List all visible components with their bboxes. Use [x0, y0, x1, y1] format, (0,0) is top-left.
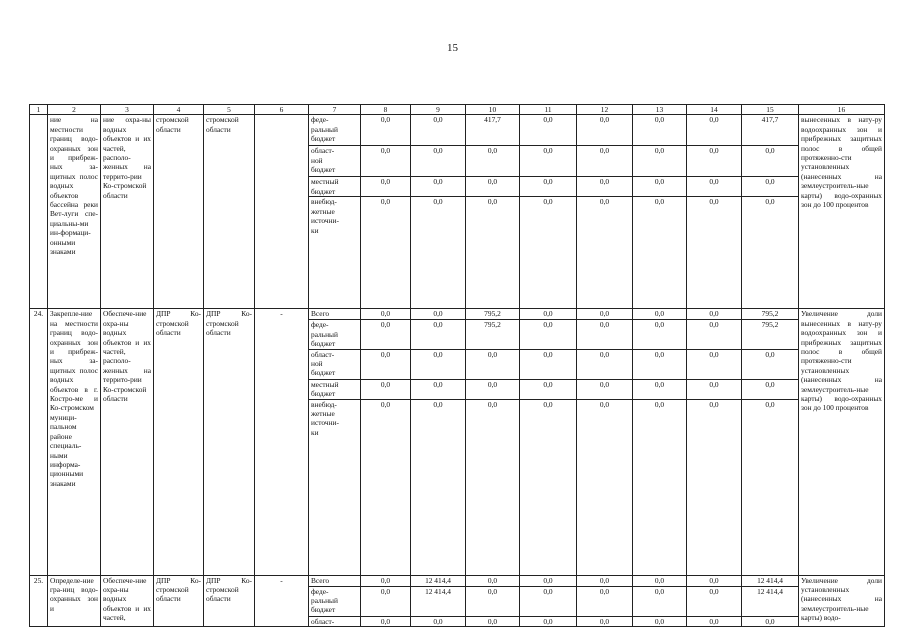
expected-result: вынесенных в нату-ру водоохранных зон и прибрежных защитных полос в общей протяженно-сти установленных (нанесенных на землеустроитель-ные карты) водо-охранных зон до 100 процентов	[799, 115, 885, 309]
funding-value: 0,0	[520, 320, 577, 349]
funding-value: 0,0	[687, 115, 742, 146]
funding-value: 0,0	[520, 349, 577, 379]
row-number: 24.	[30, 309, 48, 575]
funding-value: 0,0	[361, 399, 411, 575]
funding-value: 0,0	[577, 399, 633, 575]
column-number-14: 14	[687, 105, 742, 115]
funding-value: 0,0	[361, 197, 411, 309]
funding-value: 0,0	[361, 349, 411, 379]
funding-value: 0,0	[577, 115, 633, 146]
funding-value: 795,2	[742, 320, 799, 349]
funding-source-label: феде- ральный бюджет	[309, 320, 361, 349]
funding-value: 0,0	[577, 616, 633, 626]
funding-value: 0,0	[742, 146, 799, 177]
funding-value: 0,0	[411, 399, 466, 575]
funding-value: 0,0	[361, 616, 411, 626]
funding-value: 0,0	[687, 399, 742, 575]
funding-value: 0,0	[411, 320, 466, 349]
funding-value: 795,2	[466, 320, 520, 349]
column-number-7: 7	[309, 105, 361, 115]
funding-value: 0,0	[520, 115, 577, 146]
funding-source-label: област-	[309, 616, 361, 626]
row-number	[30, 115, 48, 309]
funding-value: 0,0	[520, 575, 577, 586]
table-row	[30, 309, 885, 320]
funding-value: 0,0	[411, 616, 466, 626]
funding-value: 0,0	[687, 586, 742, 616]
column-number-6: 6	[255, 105, 309, 115]
funding-value: 0,0	[520, 197, 577, 309]
measure-goal: Обеспече-ние охра-ны водных объектов и их частей, располо-женных на террито-рии Ко-стромской области	[101, 309, 154, 575]
funding-value: 0,0	[466, 146, 520, 177]
funding-value: 0,0	[633, 399, 687, 575]
funding-source-label: феде- ральный бюджет	[309, 115, 361, 146]
program-table	[29, 104, 885, 627]
funding-value: 0,0	[520, 379, 577, 399]
funding-value: 12 414,4	[411, 575, 466, 586]
funding-value: 0,0	[577, 309, 633, 320]
column-number-5: 5	[204, 105, 255, 115]
funding-value: 0,0	[687, 379, 742, 399]
funding-source-label: местный бюджет	[309, 379, 361, 399]
funding-value: 0,0	[411, 177, 466, 197]
funding-value: 0,0	[411, 379, 466, 399]
column-number-10: 10	[466, 105, 520, 115]
funding-value: 0,0	[577, 177, 633, 197]
funding-value: 0,0	[466, 349, 520, 379]
funding-value: 0,0	[687, 177, 742, 197]
funding-source-label: местный бюджет	[309, 177, 361, 197]
funding-value: 0,0	[577, 197, 633, 309]
expected-result: Увеличение доли установленных (нанесенных на землеустроитель-ные карты) водо-	[799, 575, 885, 626]
funding-value: 0,0	[687, 616, 742, 626]
funding-value: 0,0	[742, 616, 799, 626]
column-number-8: 8	[361, 105, 411, 115]
funding-value: 0,0	[687, 146, 742, 177]
funding-value: 0,0	[577, 146, 633, 177]
funding-value: 0,0	[633, 309, 687, 320]
funding-value: 0,0	[687, 309, 742, 320]
funding-value: 0,0	[466, 575, 520, 586]
funding-value: 0,0	[466, 616, 520, 626]
funding-value: 0,0	[361, 586, 411, 616]
funding-value: 0,0	[466, 379, 520, 399]
funding-value: 0,0	[577, 379, 633, 399]
funding-value: 0,0	[361, 146, 411, 177]
column-number-2: 2	[48, 105, 101, 115]
column-number-12: 12	[577, 105, 633, 115]
executor: стромской области	[154, 115, 204, 309]
row-number: 25.	[30, 575, 48, 626]
funding-value: 0,0	[411, 349, 466, 379]
funding-source-label: област- ной бюджет	[309, 146, 361, 177]
funding-value: 0,0	[633, 575, 687, 586]
column-number-1: 1	[30, 105, 48, 115]
column-number-15: 15	[742, 105, 799, 115]
funding-value: 0,0	[687, 575, 742, 586]
funding-source-label: внебюд- жетные источни- ки	[309, 399, 361, 575]
measure-name: Определе-ние гра-ниц водо-охранных зон и	[48, 575, 101, 626]
customer: ДПР Ко-стромской области	[204, 309, 255, 575]
funding-value: 0,0	[361, 309, 411, 320]
funding-value: 0,0	[411, 115, 466, 146]
funding-value: 0,0	[633, 320, 687, 349]
funding-source-label: Всего	[309, 575, 361, 586]
funding-value: 12 414,4	[742, 586, 799, 616]
funding-value: 0,0	[577, 586, 633, 616]
column-number-9: 9	[411, 105, 466, 115]
funding-value: 0,0	[466, 177, 520, 197]
funding-value: 0,0	[361, 379, 411, 399]
column-number-11: 11	[520, 105, 577, 115]
funding-value: 0,0	[742, 399, 799, 575]
funding-value: 0,0	[633, 197, 687, 309]
period: -	[255, 309, 309, 575]
executor: ДПР Ко-стромской области	[154, 309, 204, 575]
funding-value: 12 414,4	[411, 586, 466, 616]
funding-value: 0,0	[520, 177, 577, 197]
funding-value: 0,0	[742, 197, 799, 309]
executor: ДПР Ко-стромской области	[154, 575, 204, 626]
funding-value: 0,0	[520, 399, 577, 575]
funding-value: 0,0	[466, 586, 520, 616]
page-number: 15	[447, 42, 458, 54]
funding-value: 0,0	[361, 575, 411, 586]
funding-value: 0,0	[687, 197, 742, 309]
funding-value: 0,0	[633, 115, 687, 146]
funding-value: 0,0	[520, 146, 577, 177]
funding-value: 0,0	[633, 616, 687, 626]
funding-value: 0,0	[520, 616, 577, 626]
funding-value: 0,0	[687, 349, 742, 379]
customer: стромской области	[204, 115, 255, 309]
measure-goal: Обеспече-ние охра-ны водных объектов и их частей,	[101, 575, 154, 626]
funding-value: 0,0	[687, 320, 742, 349]
table-body	[30, 105, 885, 627]
column-number-13: 13	[633, 105, 687, 115]
funding-value: 0,0	[411, 146, 466, 177]
funding-source-label: внебюд- жетные источни- ки	[309, 197, 361, 309]
funding-value: 0,0	[520, 586, 577, 616]
period	[255, 115, 309, 309]
funding-value: 0,0	[411, 197, 466, 309]
column-number-4: 4	[154, 105, 204, 115]
funding-value: 0,0	[742, 177, 799, 197]
funding-value: 0,0	[361, 177, 411, 197]
funding-value: 0,0	[633, 146, 687, 177]
funding-value: 0,0	[742, 379, 799, 399]
funding-value: 0,0	[411, 309, 466, 320]
funding-value: 0,0	[520, 309, 577, 320]
funding-value: 12 414,4	[742, 575, 799, 586]
funding-source-label: феде- ральный бюджет	[309, 586, 361, 616]
funding-value: 0,0	[361, 115, 411, 146]
funding-value: 795,2	[466, 309, 520, 320]
measure-goal: ние охра-ны водных объектов и их частей, располо-женных на террито-рии Ко-стромской области	[101, 115, 154, 309]
funding-value: 417,7	[466, 115, 520, 146]
funding-value: 417,7	[742, 115, 799, 146]
funding-source-label: област- ной бюджет	[309, 349, 361, 379]
expected-result: Увеличение доли вынесенных в нату-ру водоохранных зон и прибрежных защитных полос в общей протяженно-сти установленных (нанесенных на землеустроитель-ные карты) водо-охранных зон до 100 процентов	[799, 309, 885, 575]
period: -	[255, 575, 309, 626]
customer: ДПР Ко-стромской области	[204, 575, 255, 626]
funding-value: 0,0	[577, 575, 633, 586]
funding-value: 0,0	[633, 586, 687, 616]
column-number-3: 3	[101, 105, 154, 115]
funding-value: 0,0	[361, 320, 411, 349]
funding-value: 0,0	[633, 177, 687, 197]
funding-value: 0,0	[577, 349, 633, 379]
measure-name: Закрепле-ние на местности границ водо-охранных зон и прибреж-ных за-щитных полос водных объектов в г. Костро-ме и Ко-стромском муници-пальном районе специаль-ными информа-ционными знаками	[48, 309, 101, 575]
funding-value: 0,0	[466, 399, 520, 575]
funding-source-label: Всего	[309, 309, 361, 320]
measure-name: ние на местности границ водо-охранных зон и прибреж-ных за-щитных полос водных объектов бассейна реки Вет-луги спе-циальны-ми ин-формаци-онными знаками	[48, 115, 101, 309]
funding-value: 0,0	[633, 349, 687, 379]
funding-value: 0,0	[633, 379, 687, 399]
funding-value: 795,2	[742, 309, 799, 320]
column-number-row	[30, 105, 885, 115]
funding-value: 0,0	[742, 349, 799, 379]
column-number-16: 16	[799, 105, 885, 115]
table-row	[30, 575, 885, 586]
funding-value: 0,0	[577, 320, 633, 349]
funding-value: 0,0	[466, 197, 520, 309]
table-row	[30, 115, 885, 146]
